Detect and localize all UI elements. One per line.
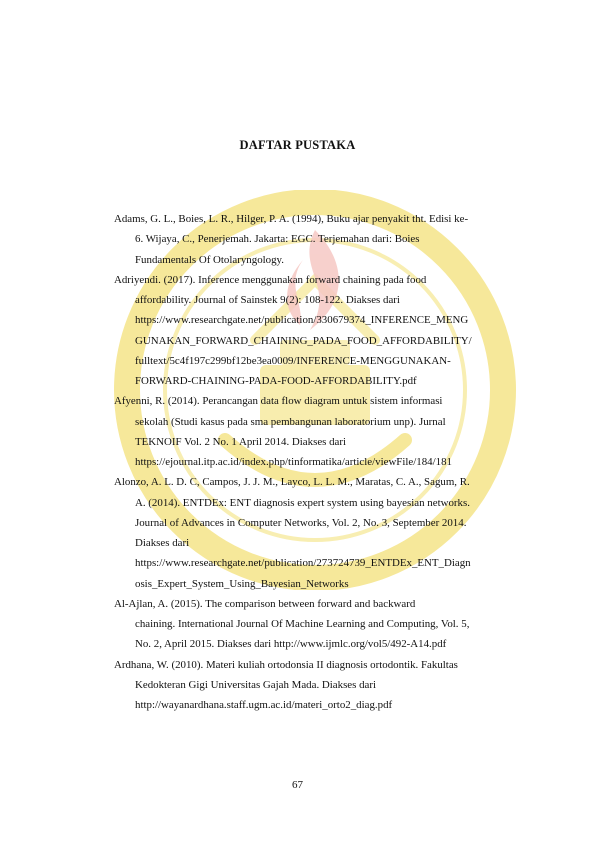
reference-continuation-line: sekolah (Studi kasus pada sma pembangunan laboratorium unp). Jurnal [135, 415, 446, 428]
reference-continuation-line: Diakses dari [135, 537, 190, 549]
reference-continuation-line: GUNAKAN_FORWARD_CHAINING_PADA_FOOD_AFFORDABILITY/ [135, 334, 472, 347]
reference-list [114, 209, 514, 715]
reference-continuation-line: affordability. Journal of Sainstek 9(2): 108-122. Diakses dari [135, 294, 400, 306]
reference-continuation-line: chaining. International Journal Of Machine Learning and Computing, Vol. 5, [135, 618, 470, 630]
reference-entry [114, 472, 514, 594]
reference-continuation-line: fulltext/5c4f197c299bf12be3ea0009/INFERENCE-MENGGUNAKAN- [135, 354, 451, 367]
reference-continuation-line: A. (2014). ENTDEx: ENT diagnosis expert system using bayesian networks. [135, 496, 470, 509]
page-number: 67 [292, 779, 303, 791]
reference-continuation-line: 6. Wijaya, C., Penerjemah. Jakarta: EGC. Terjemahan dari: Boies [135, 233, 420, 246]
reference-continuation-line: Fundamentals Of Otolaryngology. [135, 253, 285, 266]
reference-first-line: Al-Ajlan, A. (2015). The comparison between forward and backward [114, 597, 416, 610]
reference-continuation-line: TEKNOIF Vol. 2 No. 1 April 2014. Diakses dari [135, 435, 347, 448]
reference-entry [114, 655, 514, 716]
reference-continuation-line: https://www.researchgate.net/publication/330679374_INFERENCE_MENG [135, 314, 469, 327]
page-title: DAFTAR PUSTAKA [239, 138, 356, 152]
reference-continuation-line: https://www.researchgate.net/publication/273724739_ENTDEx_ENT_Diagn [135, 557, 471, 570]
reference-entry [114, 391, 514, 472]
reference-first-line: Afyenni, R. (2014). Perancangan data flow diagram untuk sistem informasi [114, 395, 443, 408]
reference-continuation-line: https://ejournal.itp.ac.id/index.php/tinformatika/article/viewFile/184/181 [135, 456, 452, 468]
reference-first-line: Ardhana, W. (2010). Materi kuliah ortodonsia II diagnosis ortodontik. Fakultas [114, 658, 458, 671]
reference-continuation-line: No. 2, April 2015. Diakses dari http://www.ijmlc.org/vol5/492-A14.pdf [135, 638, 447, 651]
reference-entry [114, 209, 514, 270]
reference-continuation-line: osis_Expert_System_Using_Bayesian_Networks [135, 577, 349, 590]
reference-continuation-line: FORWARD-CHAINING-PADA-FOOD-AFFORDABILITY.pdf [135, 375, 417, 387]
reference-first-line: Alonzo, A. L. D. C, Campos, J. J. M., Layco, L. L. M., Maratas, C. A., Sagum, R. [114, 476, 470, 489]
reference-first-line: Adriyendi. (2017). Inference menggunakan forward chaining pada food [114, 273, 427, 286]
reference-first-line: Adams, G. L., Boies, L. R., Hilger, P. A. (1994), Buku ajar penyakit tht. Edisi ke- [114, 213, 469, 225]
reference-entry [114, 270, 514, 392]
reference-continuation-line: Kedokteran Gigi Universitas Gajah Mada. Diakses dari [135, 678, 377, 691]
reference-entry [114, 594, 514, 655]
reference-continuation-line: http://wayanardhana.staff.ugm.ac.id/materi_orto2_diag.pdf [135, 699, 393, 711]
reference-continuation-line: Journal of Advances in Computer Networks, Vol. 2, No. 3, September 2014. [135, 516, 467, 529]
